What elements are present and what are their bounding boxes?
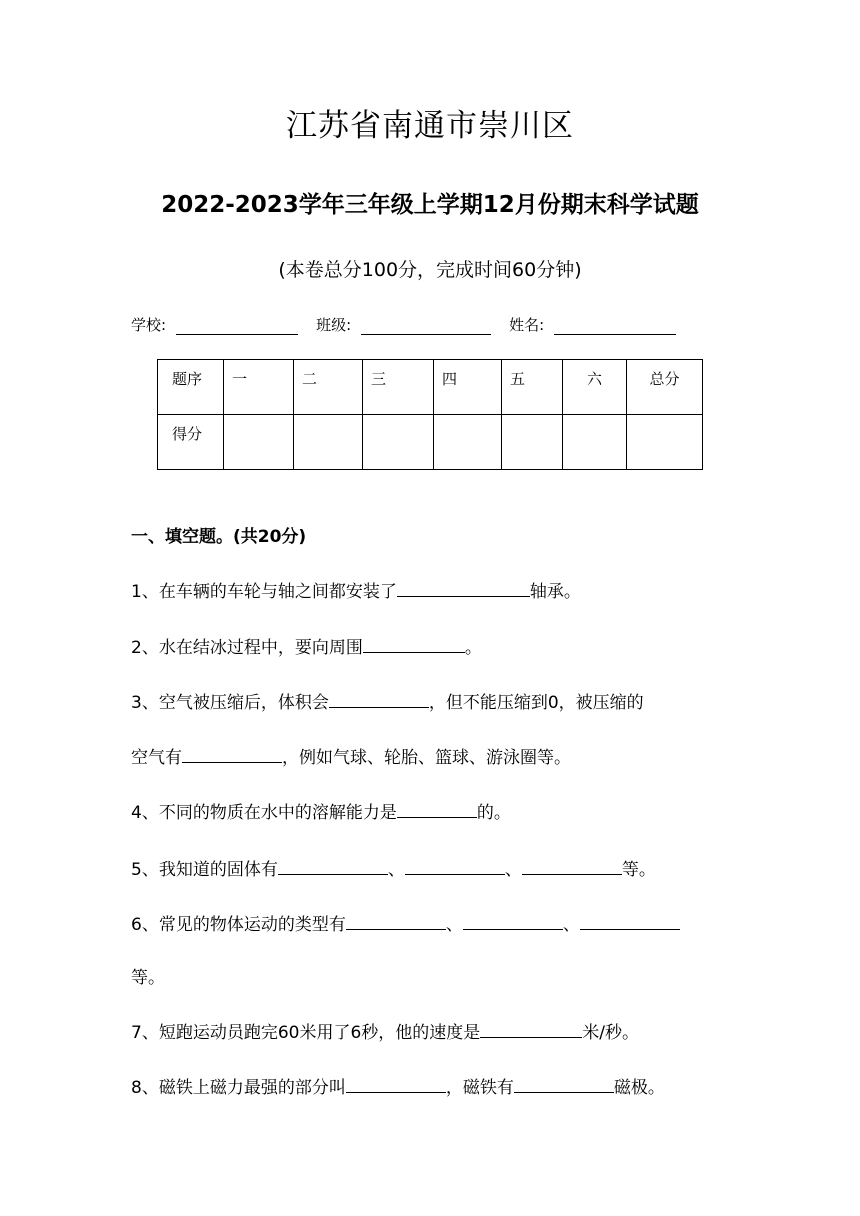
answer-blank[interactable]	[397, 801, 477, 818]
table-row	[158, 415, 703, 470]
score-cell[interactable]	[434, 415, 502, 470]
table-cell: 题序	[158, 360, 224, 415]
answer-blank[interactable]	[329, 691, 429, 708]
score-table	[157, 359, 703, 470]
table-cell: 五	[502, 360, 563, 415]
table-cell: 六	[563, 360, 627, 415]
document-title: 江苏省南通市崇川区	[286, 108, 574, 144]
table-row	[158, 360, 703, 415]
question-1: 1、在车辆的车轮与轴之间都安装了 轴承。	[131, 582, 581, 602]
name-field[interactable]	[554, 316, 676, 335]
section-heading: 一、填空题。(共20分)	[131, 527, 307, 547]
school-label: 学校:	[131, 316, 167, 334]
question-3: 3、空气被压缩后，体积会 ，但不能压缩到0，被压缩的	[131, 693, 644, 713]
student-info-row	[131, 314, 694, 335]
answer-blank[interactable]	[397, 580, 530, 597]
question-3-continued: 空气有 ，例如气球、轮胎、篮球、游泳圈等。	[131, 748, 571, 768]
table-cell: 三	[363, 360, 434, 415]
score-cell[interactable]	[363, 415, 434, 470]
question-6: 6、常见的物体运动的类型有 、 、	[131, 910, 680, 935]
answer-blank[interactable]	[346, 1076, 446, 1093]
answer-blank[interactable]	[522, 858, 622, 875]
score-cell[interactable]	[224, 415, 294, 470]
question-4: 4、不同的物质在水中的溶解能力是 的。	[131, 803, 511, 823]
answer-blank[interactable]	[480, 1021, 582, 1038]
answer-blank[interactable]	[278, 858, 388, 875]
question-8: 8、磁铁上磁力最强的部分叫 ，磁铁有 磁极。	[131, 1078, 665, 1098]
answer-blank[interactable]	[514, 1076, 614, 1093]
question-2: 2、水在结冰过程中，要向周围 。	[131, 638, 482, 658]
question-7: 7、短跑运动员跑完60米用了6秒，他的速度是 米/秒。	[131, 1023, 639, 1043]
answer-blank[interactable]	[405, 858, 505, 875]
class-field[interactable]	[361, 316, 491, 335]
table-cell: 一	[224, 360, 294, 415]
document-subtitle: 2022-2023学年三年级上学期12月份期末科学试题	[161, 192, 699, 218]
answer-blank[interactable]	[346, 913, 446, 930]
answer-blank[interactable]	[580, 913, 680, 930]
class-label: 班级:	[316, 316, 352, 334]
answer-blank[interactable]	[182, 746, 282, 763]
table-cell: 得分	[158, 415, 224, 470]
exam-note: (本卷总分100分，完成时间60分钟)	[278, 259, 582, 281]
question-5: 5、我知道的固体有 、 、 等。	[131, 860, 656, 880]
question-6-continued: 等。	[131, 968, 165, 988]
school-field[interactable]	[176, 316, 298, 335]
score-cell[interactable]	[563, 415, 627, 470]
score-cell[interactable]	[627, 415, 703, 470]
table-cell: 二	[294, 360, 363, 415]
answer-blank[interactable]	[363, 636, 465, 653]
answer-blank[interactable]	[463, 913, 563, 930]
name-label: 姓名:	[509, 316, 545, 334]
table-cell: 四	[434, 360, 502, 415]
score-cell[interactable]	[502, 415, 563, 470]
score-cell[interactable]	[294, 415, 363, 470]
table-cell: 总分	[627, 360, 703, 415]
